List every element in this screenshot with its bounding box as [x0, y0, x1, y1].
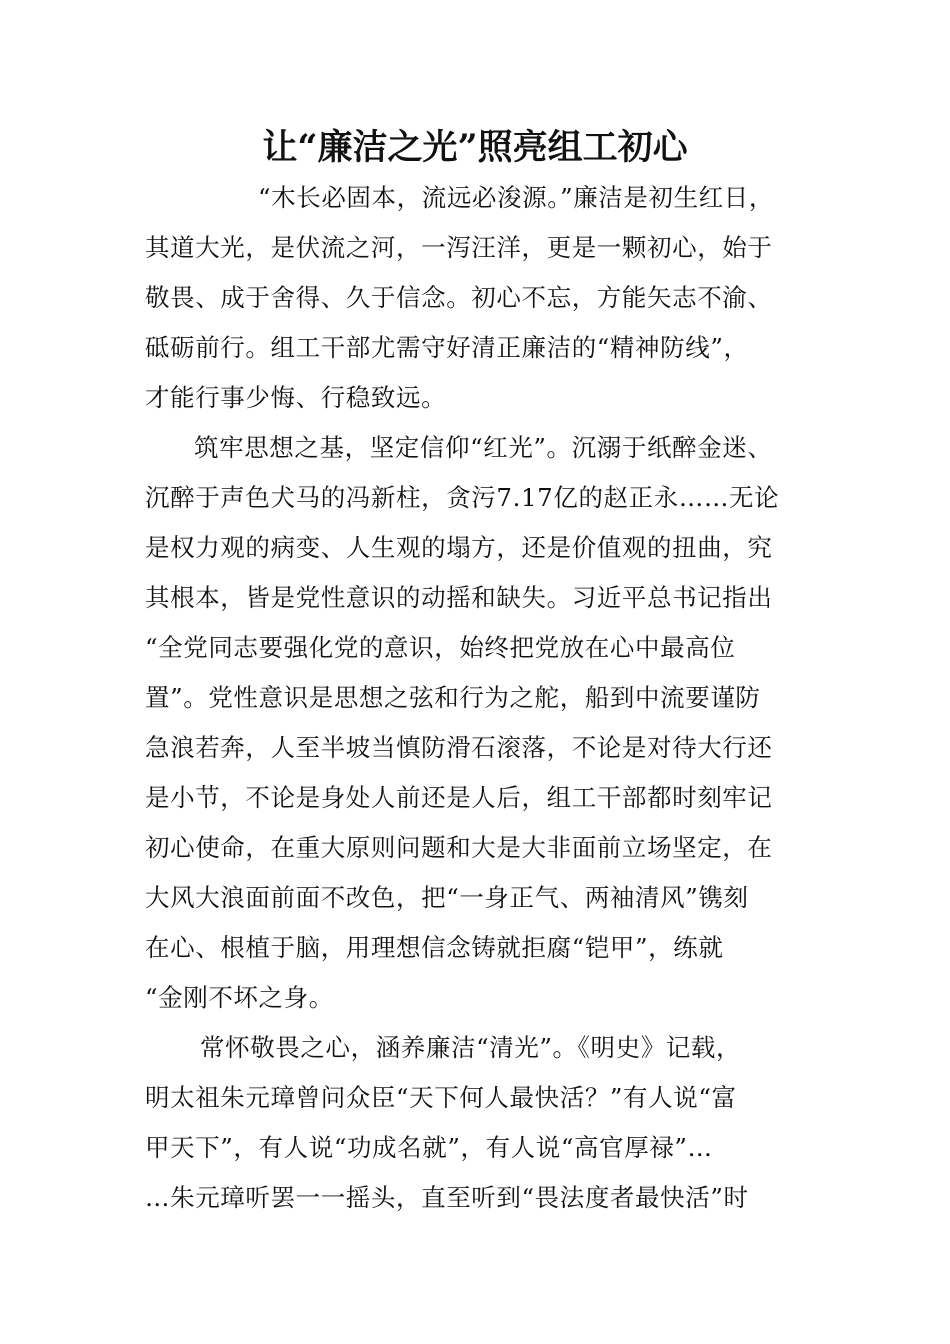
text-line: 明太祖朱元璋曾问众臣“天下何人最快活？”有人说“富 [145, 1083, 737, 1112]
text-line: 其根本，皆是党性意识的动摇和缺失。习近平总书记指出 [145, 583, 773, 612]
text-line: 常怀敬畏之心，涵养廉洁“清光”。《明史》记载， [200, 1033, 742, 1062]
text-line: “木长必固本，流远必浚源。”廉洁是初生红日， [258, 183, 774, 212]
text-line: 急浪若奔，人至半坡当慎防滑石滚落，不论是对待大行还 [145, 733, 773, 762]
text-line: 其道大光，是伏流之河，一泻汪洋，更是一颗初心，始于 [145, 233, 773, 262]
text-line: 大风大浪面前面不改色，把“一身正气、两袖清风”镌刻 [145, 883, 749, 912]
text-line: 砥砺前行。组工干部尤需守好清正廉洁的“精神防线”， [145, 333, 749, 362]
document-title: 让“廉洁之光”照亮组工初心 [262, 127, 688, 168]
text-line: “金刚不坏之身。 [145, 983, 334, 1012]
text-line: 是小节，不论是身处人前还是人后，组工干部都时刻牢记 [145, 783, 773, 812]
text-line: 甲天下”，有人说“功成名就”，有人说“高官厚禄”… [145, 1133, 713, 1162]
text-line: …朱元璋听罢一一摇头，直至听到“畏法度者最快活”时 [145, 1183, 749, 1212]
text-line: 初心使命，在重大原则问题和大是大非面前立场坚定，在 [145, 833, 773, 862]
text-line: 置”。党性意识是思想之弦和行为之舵，船到中流要谨防 [145, 683, 761, 712]
text-line: 筑牢思想之基，坚定信仰“红光”。沉溺于纸醉金迷、 [194, 433, 773, 462]
text-line: 沉醉于声色犬马的冯新柱，贪污7.17亿的赵正永……无论 [145, 483, 780, 512]
text-line: 敬畏、成于舍得、久于信念。初心不忘，方能矢志不渝、 [145, 283, 773, 312]
text-line: 才能行事少悔、行稳致远。 [145, 383, 447, 412]
text-line: 是权力观的病变、人生观的塌方，还是价值观的扭曲，究 [145, 533, 773, 562]
text-line: “全党同志要强化党的意识，始终把党放在心中最高位 [145, 633, 736, 662]
text-line: 在心、根植于脑，用理想信念铸就拒腐“铠甲”，练就 [145, 933, 724, 962]
